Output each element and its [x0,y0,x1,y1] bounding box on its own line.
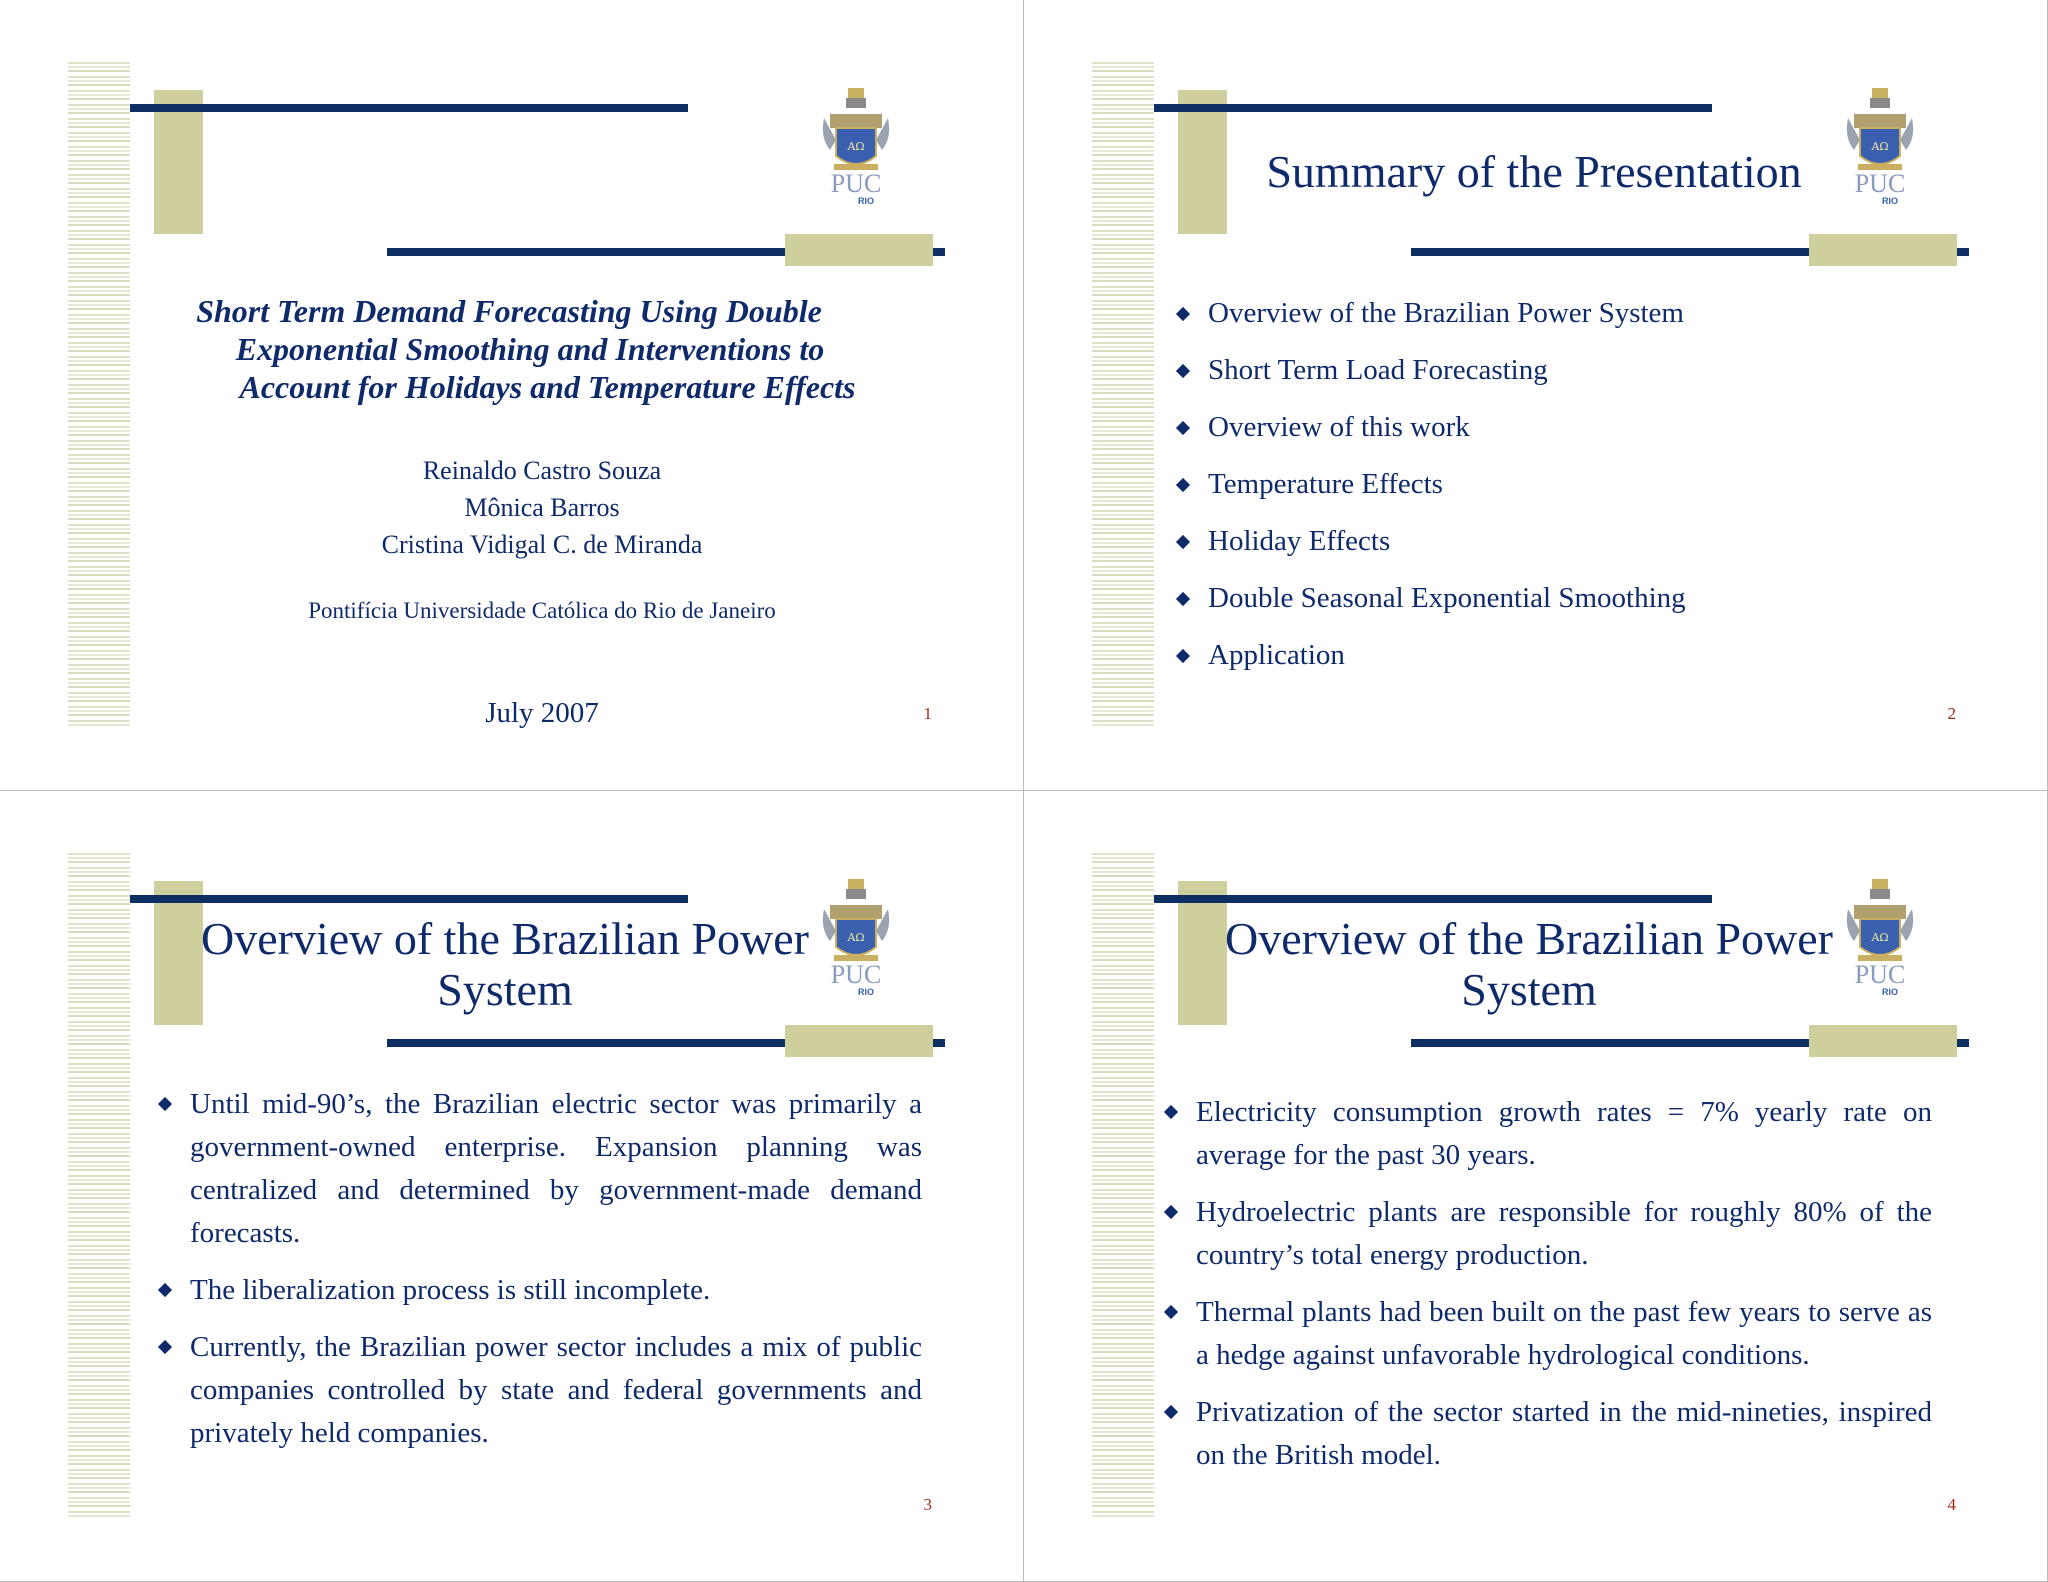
navy-rule-top [130,895,688,903]
svg-text:PUC: PUC [1854,169,1906,198]
list-item [1208,526,1848,557]
olive-block-bottom [1809,1025,1957,1057]
page-number: 4 [1947,1495,1956,1514]
bullet-list [1208,298,1848,697]
list-item [1196,1191,1932,1277]
item-text: Currently, the Brazilian power sector includes a mix of public companies controlled by state and federal governments and privately held companies. [190,1331,922,1449]
page-number: 2 [1947,704,1956,723]
institution: Pontifícia Universidade Católica do Rio de Janeiro [308,598,776,623]
svg-text:PUC: PUC [830,169,882,198]
svg-text:AΩ: AΩ [1871,140,1889,153]
list-item [1208,355,1848,386]
author: Reinaldo Castro Souza [422,456,662,485]
item-text: Application [1208,639,1345,671]
title-line: Account for Holidays and Temperature Effects [239,369,856,405]
title-line: System [1461,964,1597,1015]
svg-text:PUC: PUC [1854,960,1906,989]
diamond-bullet-icon [1176,421,1190,435]
title-line: Exponential Smoothing and Interventions to [235,331,825,367]
diamond-bullet-icon [1176,649,1190,663]
item-text: Double Seasonal Exponential Smoothing [1208,582,1686,614]
list-item [1196,1091,1932,1177]
author: Mônica Barros [464,493,620,522]
puc-rio-crest-icon [1844,88,1916,208]
olive-block-bottom [785,1025,933,1057]
title-line: Overview of the Brazilian Power [200,913,810,964]
navy-rule-top [1154,104,1712,112]
list-item [1196,1291,1932,1377]
presentation-title [150,292,950,406]
item-text: The liberalization process is still incomplete. [190,1274,711,1306]
diamond-bullet-icon [1176,478,1190,492]
item-text: Thermal plants had been built on the past few years to serve as a hedge against unfavorable hydrological conditions. [1196,1296,1932,1371]
page-number: 3 [923,1495,932,1514]
svg-text:PUC: PUC [830,960,882,989]
diamond-bullet-icon [1164,1105,1178,1119]
decorative-stripes [68,853,130,1517]
olive-block-bottom [785,234,933,266]
list-item [1208,469,1848,500]
diamond-bullet-icon [1176,364,1190,378]
diamond-bullet-icon [158,1340,172,1354]
list-item [190,1269,922,1312]
svg-text:RIO: RIO [1881,196,1899,206]
diamond-bullet-icon [1164,1305,1178,1319]
page-number: 1 [923,704,932,723]
diamond-bullet-icon [158,1097,172,1111]
list-item [1208,412,1848,443]
slide-title: Summary of the Presentation [1266,146,1802,197]
decorative-stripes [1092,853,1154,1517]
title-line: Short Term Demand Forecasting Using Double [196,293,822,329]
list-item [1208,640,1848,671]
diamond-bullet-icon [1164,1205,1178,1219]
item-text: Electricity consumption growth rates = 7% yearly rate on average for the past 30 years. [1196,1096,1932,1171]
bullet-list [1196,1091,1932,1491]
bullet-list [190,1083,922,1469]
author-list [272,452,812,563]
decorative-stripes [1092,62,1154,726]
navy-rule-top [1154,895,1712,903]
diamond-bullet-icon [1176,592,1190,606]
title-line: System [437,964,573,1015]
presentation-date: July 2007 [485,697,599,729]
item-text: Privatization of the sector started in the mid-nineties, inspired on the British model. [1196,1396,1932,1471]
svg-text:RIO: RIO [1881,987,1899,997]
slide-4 [1024,791,2048,1582]
svg-text:RIO: RIO [857,196,875,206]
decorative-stripes [68,62,130,726]
list-item [1208,583,1848,614]
svg-text:RIO: RIO [857,987,875,997]
svg-text:AΩ: AΩ [847,931,865,944]
item-text: Overview of this work [1208,411,1470,443]
list-item [1208,298,1848,329]
author: Cristina Vidigal C. de Miranda [381,530,703,559]
diamond-bullet-icon [1176,535,1190,549]
slide-title [1174,913,1884,1015]
svg-text:AΩ: AΩ [1871,931,1889,944]
puc-rio-crest-icon [820,88,892,208]
slide-1 [0,0,1024,791]
diamond-bullet-icon [1164,1405,1178,1419]
svg-text:AΩ: AΩ [847,140,865,153]
slide-title [150,913,860,1015]
navy-rule-top [130,104,688,112]
list-item [1196,1391,1932,1477]
diamond-bullet-icon [158,1283,172,1297]
item-text: Short Term Load Forecasting [1208,354,1548,386]
title-line: Overview of the Brazilian Power [1224,913,1834,964]
diamond-bullet-icon [1176,307,1190,321]
item-text: Hydroelectric plants are responsible for roughly 80% of the country’s total energy production. [1196,1196,1932,1271]
list-item [190,1083,922,1255]
item-text: Temperature Effects [1208,468,1443,500]
item-text: Until mid-90’s, the Brazilian electric sector was primarily a government-owned enterprise. Expansion planning was centralized and determined by government-made demand forecasts. [190,1088,922,1249]
item-text: Holiday Effects [1208,525,1391,557]
item-text: Overview of the Brazilian Power System [1208,297,1684,329]
slide-3 [0,791,1024,1582]
list-item [190,1326,922,1455]
slide-2 [1024,0,2048,791]
olive-block-bottom [1809,234,1957,266]
